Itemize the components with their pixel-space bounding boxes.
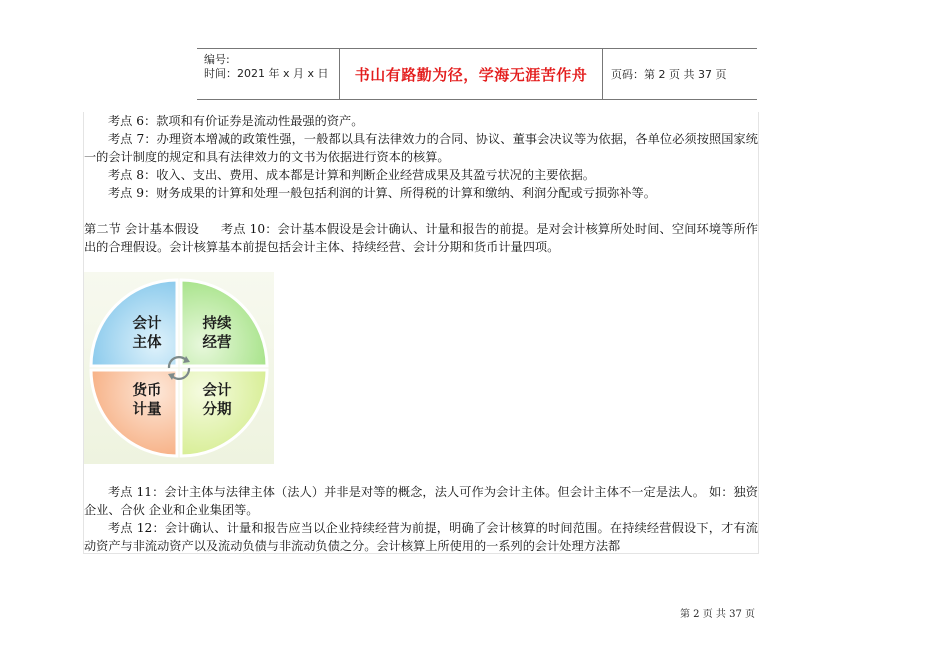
point-10-text: 考点 10：会计基本假设是会计确认、计量和报告的前提。是对会计核算所处时间、空间环境等所作出的合理假设。会计核算基本前提包括会计主体、持续经营、会计分期和货币计量四项。 (84, 222, 758, 254)
section-title: 第二节 会计基本假设 (84, 222, 199, 236)
header-page-number: 页码：第 2 页 共 37 页 (611, 68, 727, 81)
label-accounting-entity: 会计 主体 (132, 316, 162, 351)
point-7: 考点 7：办理资本增减的政策性强，一般都以具有法律效力的合同、协议、董事会决议等为依据，各单位必须按照国家统一的会计制度的规定和具有法律效力的文书为依据进行资本的核算。 (84, 132, 758, 164)
content-frame (83, 112, 759, 554)
label-accounting-period: 会计 分期 (202, 383, 232, 418)
page-footer: 第 2 页 共 37 页 (680, 609, 755, 620)
quadrant-circle (84, 272, 274, 464)
header-motto-cell (340, 49, 603, 99)
point-9: 考点 9：财务成果的计算和处理一般包括利润的计算、所得税的计算和缴纳、利润分配或亏损弥补等。 (108, 186, 656, 200)
point-12: 考点 12：会计确认、计量和报告应当以企业持续经营为前提，明确了会计核算的时间范围。在持续经营假设下，才有流动资产与非流动资产以及流动负债与非流动负债之分。会计核算上所使用的一系列的会计处理方法都 (84, 521, 758, 553)
point-6: 考点 6：款项和有价证券是流动性最强的资产。 (108, 114, 364, 128)
label-going-concern: 持续 经营 (202, 316, 232, 351)
header-time: 时间：2021 年 x 月 x 日 (204, 67, 329, 80)
header-motto: 书山有路勤为径，学海无涯苦作舟 (354, 65, 588, 84)
point-8: 考点 8：收入、支出、费用、成本都是计算和判断企业经营成果及其盈亏状况的主要依据。 (108, 168, 595, 182)
page-header (197, 48, 757, 100)
header-number: 编号: (204, 53, 230, 66)
label-monetary-measurement: 货币 计量 (132, 383, 162, 418)
point-11: 考点 11：会计主体与法律主体（法人）并非是对等的概念，法人可作为会计主体。但会计主体不一定是法人。 如：独资企业、合伙 企业和企业集团等。 (84, 485, 758, 517)
point-10 (84, 220, 758, 256)
header-meta (197, 49, 340, 99)
accounting-assumptions-diagram (84, 272, 274, 464)
header-page-cell (603, 49, 757, 99)
